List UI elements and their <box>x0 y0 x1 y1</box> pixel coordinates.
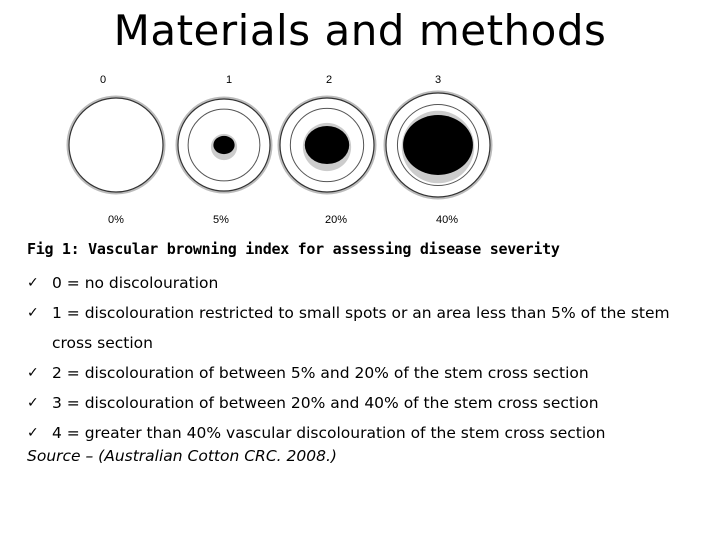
check-icon: ✓ <box>27 425 39 441</box>
disk-diagram <box>50 68 510 233</box>
stage-percent-3: 40% <box>436 214 459 226</box>
stage-label-0: 0 <box>100 74 107 86</box>
severity-list <box>27 268 707 448</box>
stem-disk-2 <box>279 97 375 193</box>
stem-disk-1 <box>177 98 271 192</box>
check-icon: ✓ <box>27 365 39 381</box>
stage-percent-0: 0% <box>108 214 124 226</box>
vascular-browning-figure <box>50 68 510 233</box>
stage-percent-2: 20% <box>325 214 348 226</box>
list-item: ✓ 2 = discolouration of between 5% and 20% of the stem cross section <box>27 358 707 388</box>
stage-percent-1: 5% <box>213 214 229 226</box>
stage-label-1: 1 <box>226 74 233 86</box>
list-item: ✓ 0 = no discolouration <box>27 268 707 298</box>
list-item: ✓ 4 = greater than 40% vascular discolouration of the stem cross section <box>27 418 707 448</box>
stem-disk-3 <box>385 92 491 198</box>
source-citation: Source – (Australian Cotton CRC. 2008.) <box>27 447 337 465</box>
list-item: ✓ 1 = discolouration restricted to small spots or an area less than 5% of the stem cross section <box>27 298 707 358</box>
check-icon: ✓ <box>27 305 39 321</box>
page-title: Materials and methods <box>113 6 607 55</box>
figure-caption: Fig 1: Vascular browning index for assessing disease severity <box>27 240 560 258</box>
stage-label-3: 3 <box>435 74 442 86</box>
list-item: ✓ 3 = discolouration of between 20% and 40% of the stem cross section <box>27 388 707 418</box>
check-icon: ✓ <box>27 395 39 411</box>
check-icon: ✓ <box>27 275 39 291</box>
stage-label-2: 2 <box>326 74 333 86</box>
stem-disk-0 <box>68 97 164 193</box>
